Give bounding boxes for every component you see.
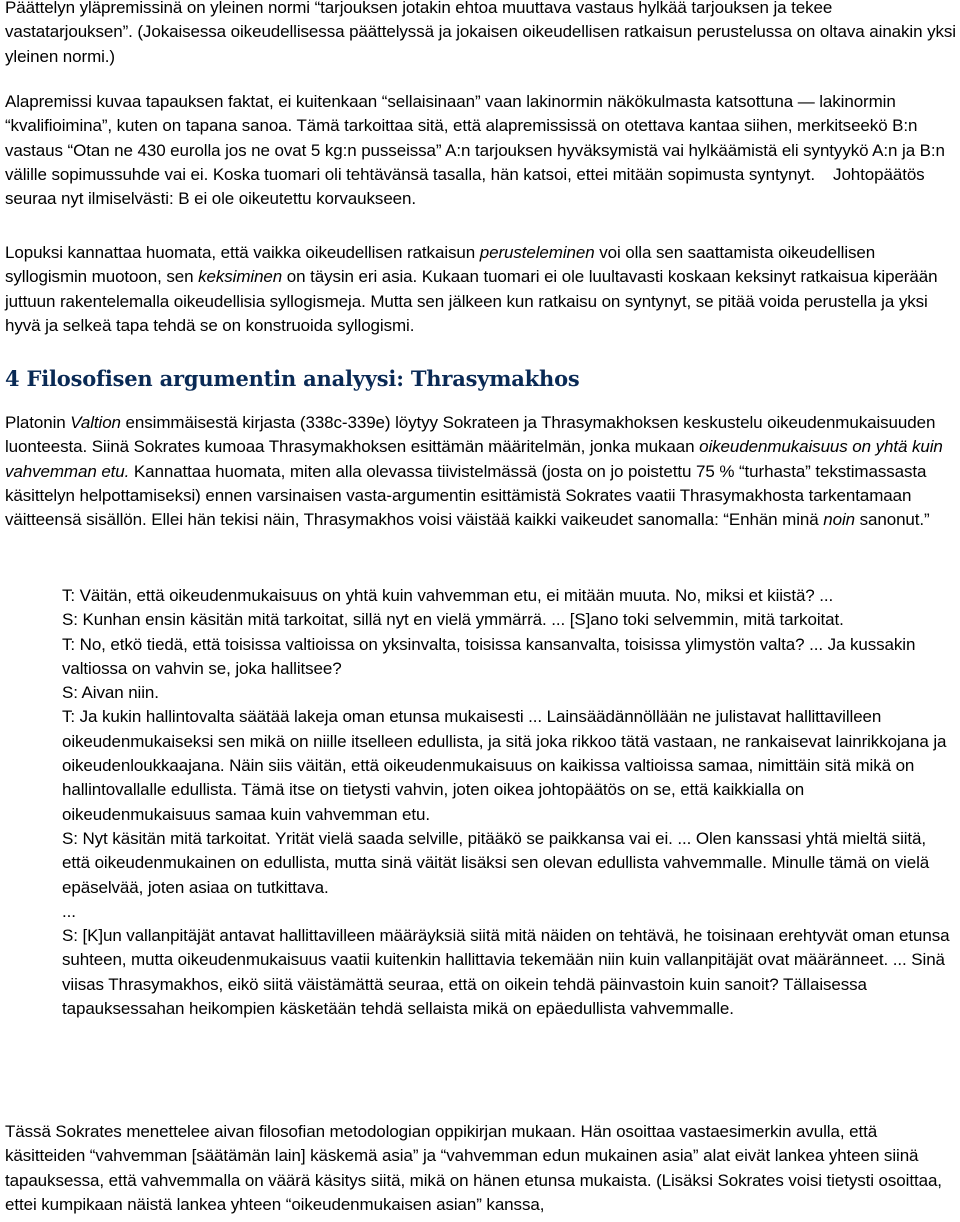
paragraph-socrates-method: [5, 1120, 956, 1217]
emphasis-keksiminen: keksiminen: [198, 267, 283, 287]
paragraph-text: Alapremissi kuvaa tapauksen faktat, ei kuitenkaan “sellaisinaan” vaan lakinormin näkökulmasta katsottuna — lakinormin “kvalifioimina”, kuten on tapana sanoa. Tämä tarkoittaa sitä, että alapremississä on otettava kantaa siihen, merkitseekö B:n vastaus “Otan ne 430 eurolla jos ne ovat 5 kg:n pusseissa” A:n tarjouksen hyväksymistä vai hylkäämistä eli syntyykö A:n ja B:n välille sopimussuhde vai ei. Koska tuomari oli tehtävänsä tasalla, hän katsoi, ettei mitään sopimusta syntynyt.: [5, 92, 945, 184]
dialogue-quote: [62, 584, 950, 1021]
emphasis-perusteleminen: perusteleminen: [479, 243, 595, 262]
text-segment: sanonut.”: [854, 510, 930, 530]
section-heading: 4 Filosofisen argumentin analyysi: Thrasymakhos: [5, 366, 580, 391]
dialogue-line: S: Aivan niin.: [62, 683, 159, 703]
paragraph-upper-premise: [5, 0, 956, 69]
dialogue-line: T: Väitän, että oikeudenmukaisuus on yhtä kuin vahvemman etu, ei mitään muuta. No, miksi et kiistä? ...: [62, 586, 834, 605]
paragraph-lower-premise: [5, 90, 956, 211]
text-segment: Lopuksi kannattaa huomata, että vaikka oikeudellisen ratkaisun: [5, 243, 480, 262]
dialogue-line: S: Kunhan ensin käsitän mitä tarkoitat, sillä nyt en vielä ymmärrä. ... [S]ano toki selvemmin, mitä tarkoitat.: [62, 610, 844, 630]
conclusion-sentence: Johtopäätös seuraa nyt ilmiselvästi: B ei ole oikeutettu korvaukseen.: [5, 164, 925, 209]
text-segment: Platonin: [5, 413, 71, 432]
text-segment: voi olla sen saattamista oikeudellisen syllogismin muotoon, sen: [5, 243, 876, 287]
dialogue-line: T: No, etkö tiedä, että toisissa valtioissa on yksinvalta, toisissa kansanvalta, toisissa ylimystön valta? ... Ja kussakin valtiossa on vahvin se, joka hallitsee?: [62, 634, 916, 678]
emphasis-definition: oikeudenmukaisuus on yhtä kuin vahvemman etu.: [5, 437, 943, 481]
paragraph-text: Tässä Sokrates menettelee aivan filosofian metodologian oppikirjan mukaan. Hän osoittaa vastaesimerkin avulla, että käsitteiden “vahvemman [säätämän lain] käskemä asia” ja “vahvemman edun mukainen asia” alat eivät lankea yhteen siinä tapauksessa, että vahvemmalla on väärä käsitys siitä, mikä on hänen etunsa mukaista. (Lisäksi Sokrates voisi tietysti osoittaa, ettei kumpikaan näistä lankea yhteen “oikeudenmukaisen asian” kanssa,: [5, 1122, 942, 1214]
text-segment: on täysin eri asia. Kukaan tuomari ei ole luultavasti koskaan keksinyt ratkaisua kiperään juttuun rakentelemalla oikeudellisia syllogismeja. Mutta sen jälkeen kun ratkaisu on syntynyt, se pitää voida perustella ja yksi hyvä ja selkeä tapa tehdä se on konstruoida syllogismi.: [5, 267, 938, 335]
dialogue-ellipsis: ...: [62, 901, 76, 921]
paragraph-justification-note: [5, 241, 956, 338]
dialogue-line: T: Ja kukin hallintovalta säätää lakeja oman etunsa mukaisesti ... Lainsäädännöllään ne julistavat hallittavilleen oikeudenmukaiseksi sen mikä on niille itselleen edullista, ja sitä joka rikkoo tätä vastaan, ne rankaisevat lainrikkojana ja oikeudenloukkaajana. Näin siis väitän, että oikeudenmukaisuus on kaikissa valtioissa samaa, nimittäin sitä mikä on hallintovallalle edullista. Tämä itse on tietysti vahvin, joten oikea johtopäätös on se, että kaikkialla on oikeudenmukaisuus samaa kuin vahvemman etu.: [62, 707, 947, 824]
dialogue-line: S: Nyt käsitän mitä tarkoitat. Yrität vielä saada selville, pitääkö se paikkansa vai ei. ... Olen kanssasi yhtä mieltä siitä, että oikeudenmukainen on edullista, mutta sinä väität lisäksi sen olevan edullista vahvemmalle. Minulle tämä on vielä epäselvää, joten asiaa on tutkittava.: [62, 828, 930, 897]
text-segment: Kannattaa huomata, miten alla olevassa tiivistelmässä (josta on jo poistettu 75 % “turhasta” tekstimassasta käsittelyn helpottamiseksi) ennen varsinaisen vasta-argumentin esittämistä Sokrates vaatii Thrasymakhosta tarkentamaan väitteensä sisällön. Ellei hän tekisi näin, Thrasymakhos voisi väistää kaikki vaikeudet sanomalla: “Enhän minä: [5, 461, 927, 530]
text-segment: ensimmäisestä kirjasta (338c-339e) löytyy Sokrateen ja Thrasymakhoksen keskustelu oikeudenmukaisuuden luonteesta. Siinä Sokrates kumoaa Thrasymakhoksen esittämän määritelmän, jonka mukaan: [5, 413, 936, 457]
emphasis-noin: noin: [823, 510, 855, 530]
dialogue-line: S: [K]un vallanpitäjät antavat hallittavilleen määräyksiä siitä mitä näiden on tehtävä, he toisinaan erehtyvät oman etunsa suhteen, mutta oikeudenmukaisuus vaatii kuitenkin hallittavia tekemään niin kuin vallanpitäjät ovat määränneet. ... Sinä viisas Thrasymakhos, eikö siitä väistämättä seuraa, että on oikein tehdä päinvastoin kuin sanoit? Tällaisessa tapauksessahan heikompien käsketään tehdä sellaista mikä on epäedullista vahvemmalle.: [62, 926, 950, 1019]
paragraph-text: Päättelyn yläpremissinä on yleinen normi “tarjouksen jotakin ehtoa muuttava vastaus hylkää tarjouksen ja tekee vastatarjouksen”. (Jokaisessa oikeudellisessa päättelyssä ja jokaisen oikeudellisen ratkaisun perustelussa on oltava ainakin yksi yleinen normi.): [5, 0, 956, 66]
emphasis-valtion: Valtion: [70, 413, 121, 432]
paragraph-platon-intro: [5, 411, 956, 532]
